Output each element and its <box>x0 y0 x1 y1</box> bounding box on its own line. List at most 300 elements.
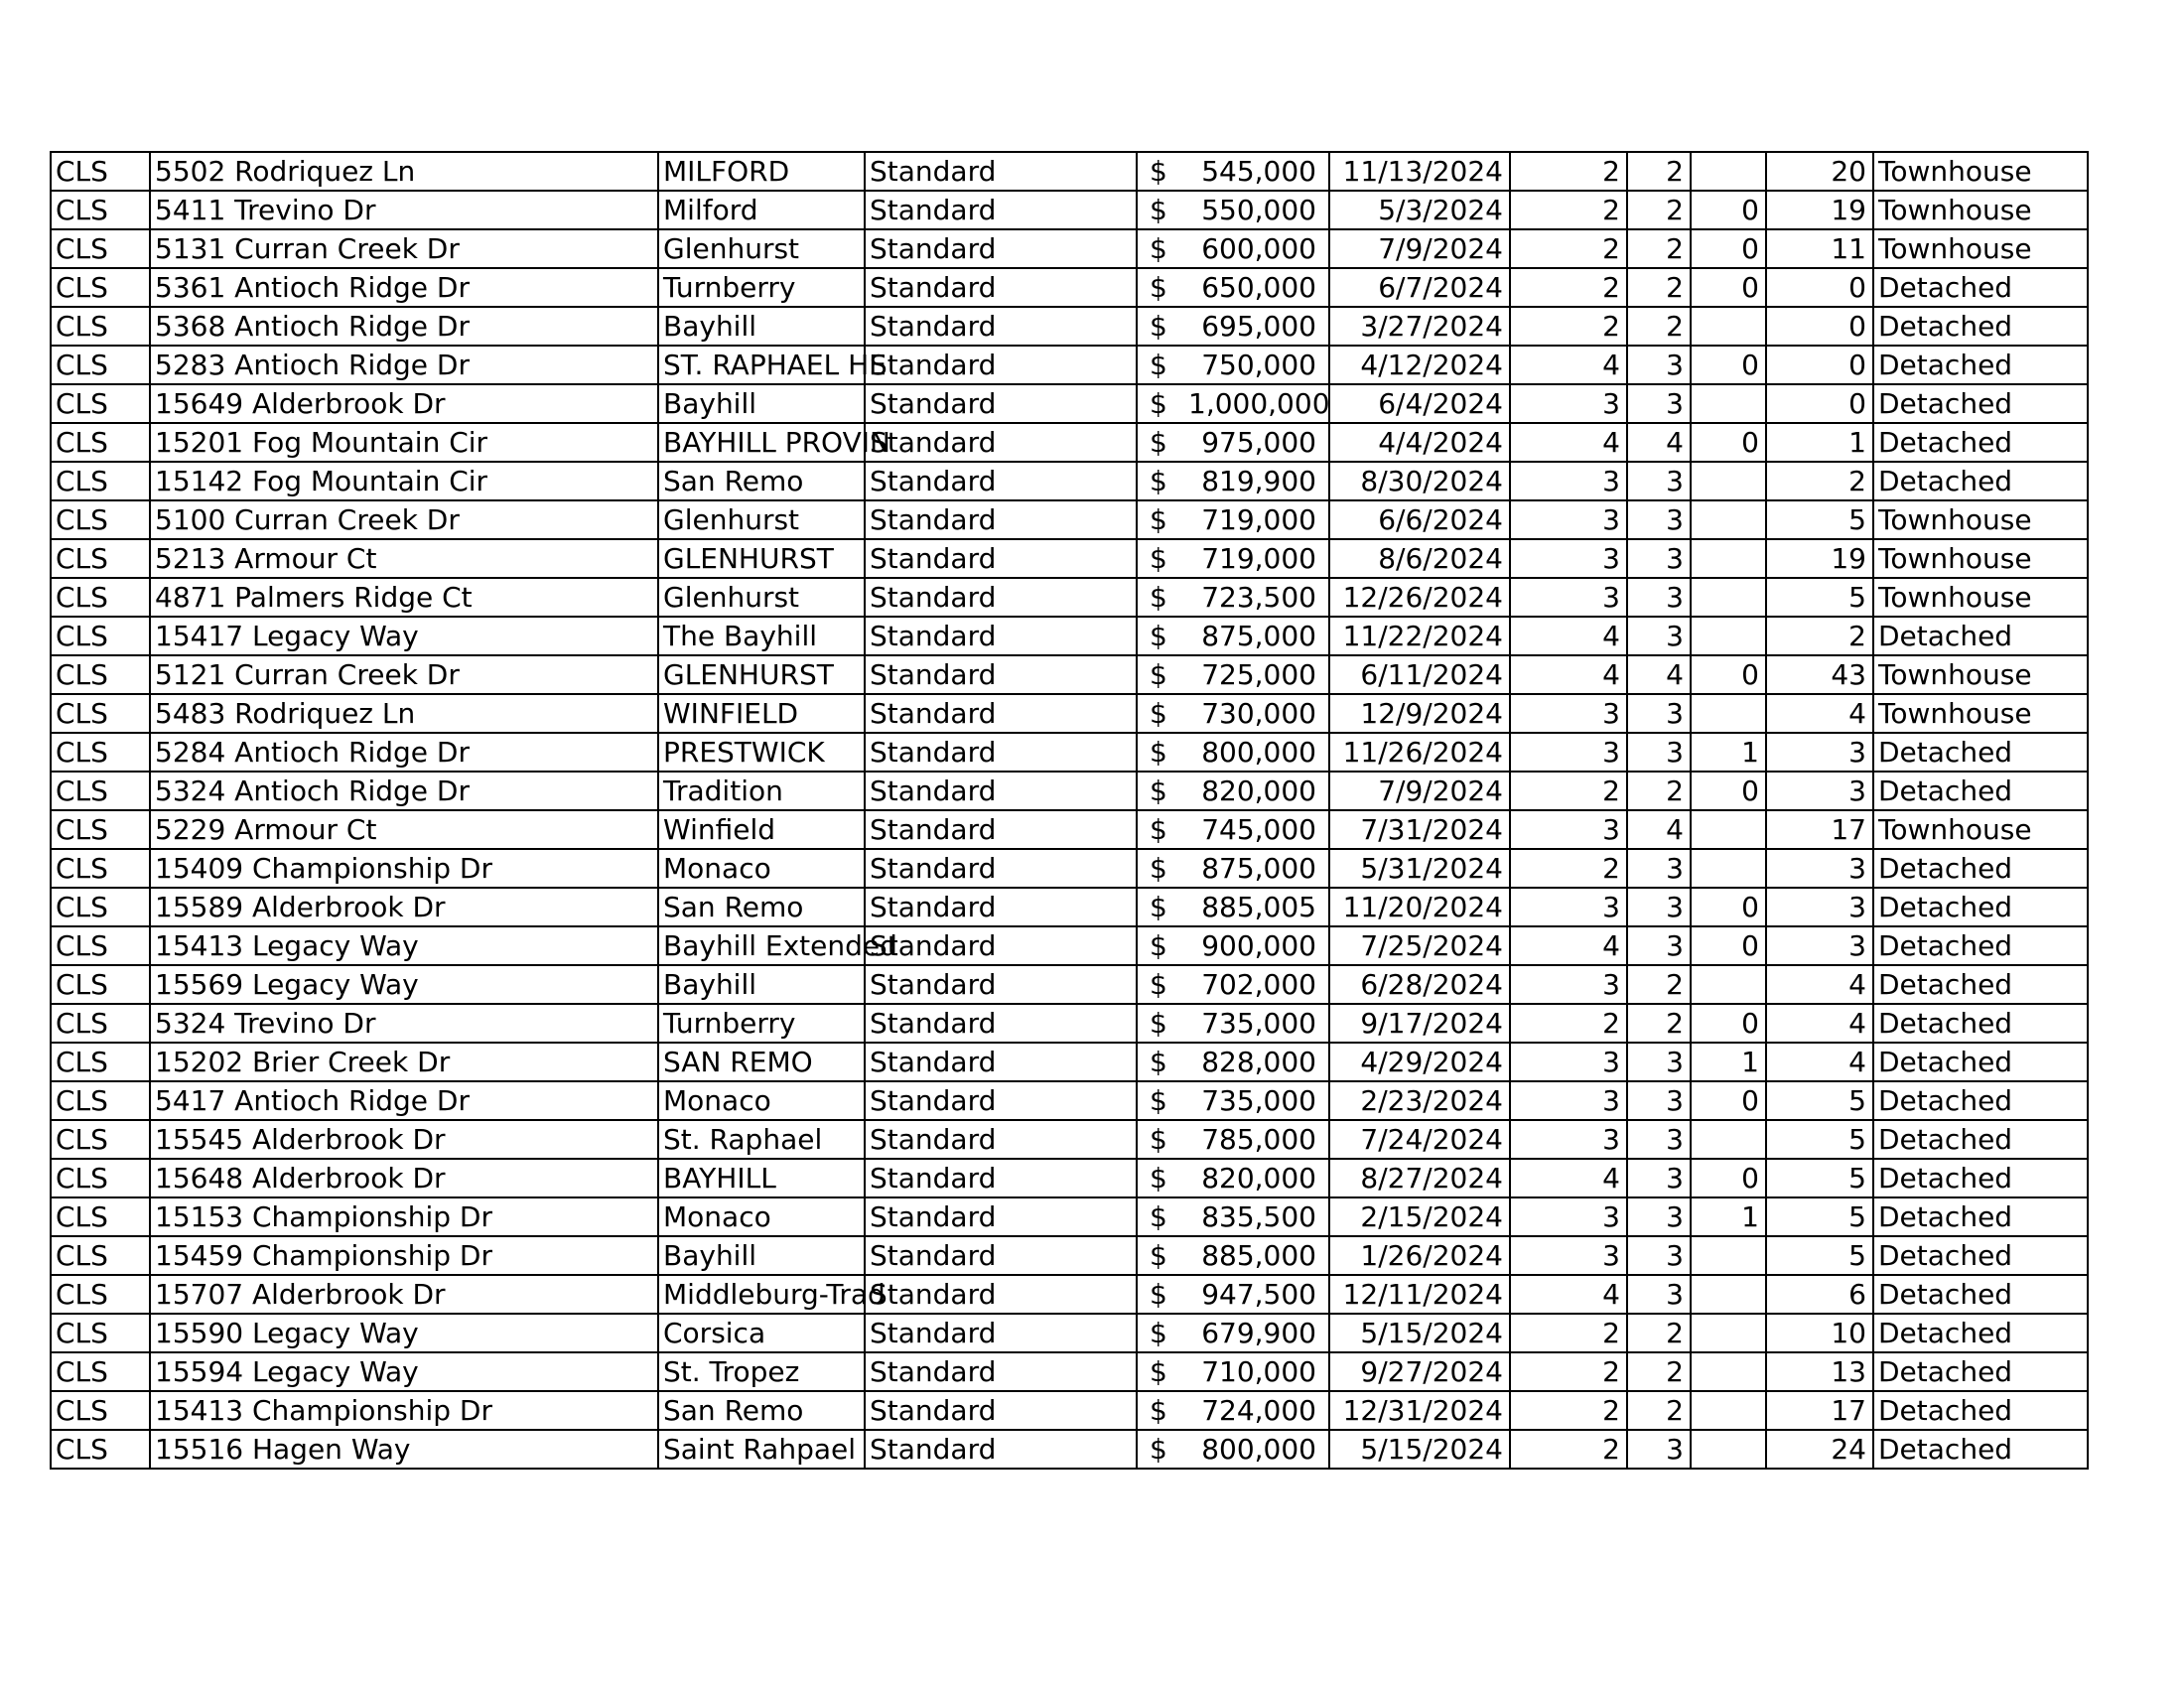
property-type-cell: Detached <box>1873 1314 2088 1352</box>
currency-symbol-cell: $ <box>1137 1004 1184 1043</box>
days-on-market-cell: 3 <box>1766 733 1873 772</box>
close-date-cell: 8/6/2024 <box>1329 539 1510 578</box>
price-cell: 725,000 <box>1184 655 1329 694</box>
half-baths-cell: 0 <box>1691 191 1766 229</box>
model-cell: Tradition <box>658 772 865 810</box>
table-row <box>51 1081 2088 1120</box>
table-row <box>51 1314 2088 1352</box>
address-cell: 5324 Trevino Dr <box>150 1004 658 1043</box>
half-baths-cell: 0 <box>1691 772 1766 810</box>
bedrooms-cell: 3 <box>1510 694 1627 733</box>
property-type-cell: Townhouse <box>1873 229 2088 268</box>
status-cell: CLS <box>51 926 150 965</box>
half-baths-cell <box>1691 539 1766 578</box>
bedrooms-cell: 3 <box>1510 462 1627 500</box>
days-on-market-cell: 20 <box>1766 152 1873 191</box>
address-cell: 15202 Brier Creek Dr <box>150 1043 658 1081</box>
model-cell: ST. RAPHAEL HE <box>658 346 865 384</box>
table-row <box>51 307 2088 346</box>
property-type-cell: Townhouse <box>1873 539 2088 578</box>
sale-type-cell: Standard <box>865 1197 1137 1236</box>
close-date-cell: 6/4/2024 <box>1329 384 1510 423</box>
table-row <box>51 152 2088 191</box>
currency-symbol-cell: $ <box>1137 926 1184 965</box>
half-baths-cell <box>1691 1236 1766 1275</box>
half-baths-cell: 0 <box>1691 655 1766 694</box>
half-baths-cell: 0 <box>1691 888 1766 926</box>
sale-type-cell: Standard <box>865 268 1137 307</box>
price-cell: 710,000 <box>1184 1352 1329 1391</box>
listings-table <box>50 151 2089 1470</box>
close-date-cell: 11/13/2024 <box>1329 152 1510 191</box>
close-date-cell: 9/27/2024 <box>1329 1352 1510 1391</box>
model-cell: GLENHURST <box>658 539 865 578</box>
days-on-market-cell: 6 <box>1766 1275 1873 1314</box>
property-type-cell: Detached <box>1873 617 2088 655</box>
address-cell: 5100 Curran Creek Dr <box>150 500 658 539</box>
half-baths-cell: 1 <box>1691 733 1766 772</box>
address-cell: 15594 Legacy Way <box>150 1352 658 1391</box>
bedrooms-cell: 2 <box>1510 772 1627 810</box>
days-on-market-cell: 10 <box>1766 1314 1873 1352</box>
half-baths-cell: 1 <box>1691 1043 1766 1081</box>
full-baths-cell: 3 <box>1627 1275 1691 1314</box>
full-baths-cell: 3 <box>1627 578 1691 617</box>
property-type-cell: Townhouse <box>1873 191 2088 229</box>
model-cell: Monaco <box>658 1081 865 1120</box>
half-baths-cell <box>1691 965 1766 1004</box>
property-type-cell: Detached <box>1873 423 2088 462</box>
property-type-cell: Detached <box>1873 733 2088 772</box>
model-cell: Turnberry <box>658 268 865 307</box>
days-on-market-cell: 43 <box>1766 655 1873 694</box>
status-cell: CLS <box>51 423 150 462</box>
model-cell: Winfield <box>658 810 865 849</box>
currency-symbol-cell: $ <box>1137 539 1184 578</box>
bedrooms-cell: 3 <box>1510 384 1627 423</box>
days-on-market-cell: 4 <box>1766 1043 1873 1081</box>
property-type-cell: Detached <box>1873 1120 2088 1159</box>
table-row <box>51 1120 2088 1159</box>
bedrooms-cell: 3 <box>1510 965 1627 1004</box>
currency-symbol-cell: $ <box>1137 1081 1184 1120</box>
full-baths-cell: 4 <box>1627 655 1691 694</box>
status-cell: CLS <box>51 346 150 384</box>
table-row <box>51 191 2088 229</box>
currency-symbol-cell: $ <box>1137 1352 1184 1391</box>
model-cell: San Remo <box>658 462 865 500</box>
table-row <box>51 617 2088 655</box>
full-baths-cell: 3 <box>1627 1043 1691 1081</box>
half-baths-cell: 0 <box>1691 229 1766 268</box>
close-date-cell: 6/28/2024 <box>1329 965 1510 1004</box>
full-baths-cell: 3 <box>1627 926 1691 965</box>
sale-type-cell: Standard <box>865 1081 1137 1120</box>
half-baths-cell <box>1691 694 1766 733</box>
property-type-cell: Townhouse <box>1873 810 2088 849</box>
address-cell: 15649 Alderbrook Dr <box>150 384 658 423</box>
currency-symbol-cell: $ <box>1137 1043 1184 1081</box>
model-cell: St. Raphael <box>658 1120 865 1159</box>
sale-type-cell: Standard <box>865 655 1137 694</box>
model-cell: San Remo <box>658 1391 865 1430</box>
table-row <box>51 1043 2088 1081</box>
sale-type-cell: Standard <box>865 229 1137 268</box>
table-row <box>51 462 2088 500</box>
close-date-cell: 9/17/2024 <box>1329 1004 1510 1043</box>
status-cell: CLS <box>51 965 150 1004</box>
full-baths-cell: 3 <box>1627 384 1691 423</box>
table-row <box>51 578 2088 617</box>
price-cell: 828,000 <box>1184 1043 1329 1081</box>
full-baths-cell: 2 <box>1627 152 1691 191</box>
bedrooms-cell: 3 <box>1510 1197 1627 1236</box>
price-cell: 800,000 <box>1184 1430 1329 1469</box>
table-row <box>51 1004 2088 1043</box>
price-cell: 835,500 <box>1184 1197 1329 1236</box>
close-date-cell: 5/3/2024 <box>1329 191 1510 229</box>
currency-symbol-cell: $ <box>1137 965 1184 1004</box>
model-cell: SAN REMO <box>658 1043 865 1081</box>
full-baths-cell: 2 <box>1627 307 1691 346</box>
bedrooms-cell: 4 <box>1510 617 1627 655</box>
half-baths-cell <box>1691 1352 1766 1391</box>
days-on-market-cell: 11 <box>1766 229 1873 268</box>
sale-type-cell: Standard <box>865 888 1137 926</box>
sale-type-cell: Standard <box>865 346 1137 384</box>
currency-symbol-cell: $ <box>1137 810 1184 849</box>
half-baths-cell <box>1691 1314 1766 1352</box>
sale-type-cell: Standard <box>865 617 1137 655</box>
days-on-market-cell: 4 <box>1766 1004 1873 1043</box>
full-baths-cell: 2 <box>1627 1314 1691 1352</box>
address-cell: 5229 Armour Ct <box>150 810 658 849</box>
half-baths-cell <box>1691 578 1766 617</box>
close-date-cell: 4/29/2024 <box>1329 1043 1510 1081</box>
bedrooms-cell: 2 <box>1510 152 1627 191</box>
half-baths-cell <box>1691 1275 1766 1314</box>
currency-symbol-cell: $ <box>1137 1236 1184 1275</box>
days-on-market-cell: 17 <box>1766 1391 1873 1430</box>
address-cell: 5502 Rodriquez Ln <box>150 152 658 191</box>
sale-type-cell: Standard <box>865 539 1137 578</box>
sale-type-cell: Standard <box>865 191 1137 229</box>
days-on-market-cell: 5 <box>1766 500 1873 539</box>
status-cell: CLS <box>51 1004 150 1043</box>
sale-type-cell: Standard <box>865 384 1137 423</box>
price-cell: 885,000 <box>1184 1236 1329 1275</box>
model-cell: Glenhurst <box>658 229 865 268</box>
close-date-cell: 12/11/2024 <box>1329 1275 1510 1314</box>
close-date-cell: 5/15/2024 <box>1329 1314 1510 1352</box>
days-on-market-cell: 0 <box>1766 307 1873 346</box>
full-baths-cell: 3 <box>1627 733 1691 772</box>
currency-symbol-cell: $ <box>1137 500 1184 539</box>
full-baths-cell: 3 <box>1627 694 1691 733</box>
days-on-market-cell: 2 <box>1766 462 1873 500</box>
address-cell: 15201 Fog Mountain Cir <box>150 423 658 462</box>
half-baths-cell: 0 <box>1691 1004 1766 1043</box>
full-baths-cell: 2 <box>1627 1391 1691 1430</box>
bedrooms-cell: 3 <box>1510 578 1627 617</box>
days-on-market-cell: 3 <box>1766 926 1873 965</box>
address-cell: 15417 Legacy Way <box>150 617 658 655</box>
property-type-cell: Detached <box>1873 888 2088 926</box>
sale-type-cell: Standard <box>865 1236 1137 1275</box>
model-cell: BAYHILL <box>658 1159 865 1197</box>
price-cell: 724,000 <box>1184 1391 1329 1430</box>
address-cell: 5283 Antioch Ridge Dr <box>150 346 658 384</box>
address-cell: 4871 Palmers Ridge Ct <box>150 578 658 617</box>
days-on-market-cell: 5 <box>1766 1159 1873 1197</box>
bedrooms-cell: 3 <box>1510 1120 1627 1159</box>
model-cell: Turnberry <box>658 1004 865 1043</box>
half-baths-cell <box>1691 1391 1766 1430</box>
bedrooms-cell: 2 <box>1510 307 1627 346</box>
full-baths-cell: 3 <box>1627 1197 1691 1236</box>
property-type-cell: Detached <box>1873 268 2088 307</box>
status-cell: CLS <box>51 268 150 307</box>
address-cell: 5324 Antioch Ridge Dr <box>150 772 658 810</box>
table-row <box>51 229 2088 268</box>
address-cell: 15142 Fog Mountain Cir <box>150 462 658 500</box>
status-cell: CLS <box>51 1043 150 1081</box>
address-cell: 5213 Armour Ct <box>150 539 658 578</box>
bedrooms-cell: 3 <box>1510 500 1627 539</box>
full-baths-cell: 4 <box>1627 810 1691 849</box>
half-baths-cell: 0 <box>1691 423 1766 462</box>
price-cell: 900,000 <box>1184 926 1329 965</box>
bedrooms-cell: 2 <box>1510 849 1627 888</box>
close-date-cell: 12/31/2024 <box>1329 1391 1510 1430</box>
status-cell: CLS <box>51 1081 150 1120</box>
address-cell: 5368 Antioch Ridge Dr <box>150 307 658 346</box>
sale-type-cell: Standard <box>865 772 1137 810</box>
status-cell: CLS <box>51 772 150 810</box>
price-cell: 875,000 <box>1184 849 1329 888</box>
half-baths-cell <box>1691 849 1766 888</box>
half-baths-cell <box>1691 617 1766 655</box>
status-cell: CLS <box>51 384 150 423</box>
property-type-cell: Detached <box>1873 1236 2088 1275</box>
currency-symbol-cell: $ <box>1137 655 1184 694</box>
address-cell: 15459 Championship Dr <box>150 1236 658 1275</box>
table-row <box>51 772 2088 810</box>
table-row <box>51 1430 2088 1469</box>
status-cell: CLS <box>51 462 150 500</box>
property-type-cell: Detached <box>1873 965 2088 1004</box>
price-cell: 723,500 <box>1184 578 1329 617</box>
half-baths-cell <box>1691 384 1766 423</box>
price-cell: 800,000 <box>1184 733 1329 772</box>
address-cell: 15409 Championship Dr <box>150 849 658 888</box>
bedrooms-cell: 4 <box>1510 346 1627 384</box>
status-cell: CLS <box>51 1197 150 1236</box>
price-cell: 819,900 <box>1184 462 1329 500</box>
half-baths-cell: 0 <box>1691 1159 1766 1197</box>
table-row <box>51 888 2088 926</box>
days-on-market-cell: 17 <box>1766 810 1873 849</box>
table-row <box>51 965 2088 1004</box>
table-row <box>51 1275 2088 1314</box>
currency-symbol-cell: $ <box>1137 229 1184 268</box>
bedrooms-cell: 2 <box>1510 1430 1627 1469</box>
status-cell: CLS <box>51 152 150 191</box>
price-cell: 885,005 <box>1184 888 1329 926</box>
bedrooms-cell: 3 <box>1510 810 1627 849</box>
price-cell: 875,000 <box>1184 617 1329 655</box>
model-cell: WINFIELD <box>658 694 865 733</box>
sale-type-cell: Standard <box>865 1430 1137 1469</box>
table-row <box>51 500 2088 539</box>
table-row <box>51 1159 2088 1197</box>
bedrooms-cell: 2 <box>1510 191 1627 229</box>
full-baths-cell: 2 <box>1627 772 1691 810</box>
address-cell: 5121 Curran Creek Dr <box>150 655 658 694</box>
price-cell: 735,000 <box>1184 1004 1329 1043</box>
property-type-cell: Detached <box>1873 1391 2088 1430</box>
property-type-cell: Detached <box>1873 346 2088 384</box>
full-baths-cell: 3 <box>1627 1120 1691 1159</box>
price-cell: 785,000 <box>1184 1120 1329 1159</box>
property-type-cell: Detached <box>1873 1004 2088 1043</box>
table-row <box>51 1391 2088 1430</box>
currency-symbol-cell: $ <box>1137 307 1184 346</box>
days-on-market-cell: 5 <box>1766 1120 1873 1159</box>
address-cell: 5417 Antioch Ridge Dr <box>150 1081 658 1120</box>
table-row <box>51 733 2088 772</box>
currency-symbol-cell: $ <box>1137 849 1184 888</box>
property-type-cell: Townhouse <box>1873 655 2088 694</box>
price-cell: 750,000 <box>1184 346 1329 384</box>
property-type-cell: Detached <box>1873 1043 2088 1081</box>
currency-symbol-cell: $ <box>1137 1120 1184 1159</box>
half-baths-cell <box>1691 1430 1766 1469</box>
sale-type-cell: Standard <box>865 1275 1137 1314</box>
status-cell: CLS <box>51 539 150 578</box>
currency-symbol-cell: $ <box>1137 1314 1184 1352</box>
close-date-cell: 7/31/2024 <box>1329 810 1510 849</box>
days-on-market-cell: 3 <box>1766 888 1873 926</box>
close-date-cell: 5/15/2024 <box>1329 1430 1510 1469</box>
model-cell: Bayhill <box>658 965 865 1004</box>
currency-symbol-cell: $ <box>1137 384 1184 423</box>
currency-symbol-cell: $ <box>1137 694 1184 733</box>
status-cell: CLS <box>51 1159 150 1197</box>
table-row <box>51 655 2088 694</box>
full-baths-cell: 3 <box>1627 1430 1691 1469</box>
status-cell: CLS <box>51 1120 150 1159</box>
model-cell: Corsica <box>658 1314 865 1352</box>
half-baths-cell <box>1691 462 1766 500</box>
half-baths-cell: 0 <box>1691 926 1766 965</box>
days-on-market-cell: 5 <box>1766 1197 1873 1236</box>
sale-type-cell: Standard <box>865 1352 1137 1391</box>
half-baths-cell <box>1691 152 1766 191</box>
status-cell: CLS <box>51 1391 150 1430</box>
currency-symbol-cell: $ <box>1137 888 1184 926</box>
status-cell: CLS <box>51 888 150 926</box>
address-cell: 15648 Alderbrook Dr <box>150 1159 658 1197</box>
table-row <box>51 1352 2088 1391</box>
days-on-market-cell: 5 <box>1766 578 1873 617</box>
address-cell: 5284 Antioch Ridge Dr <box>150 733 658 772</box>
days-on-market-cell: 4 <box>1766 965 1873 1004</box>
sale-type-cell: Standard <box>865 926 1137 965</box>
close-date-cell: 7/24/2024 <box>1329 1120 1510 1159</box>
property-type-cell: Townhouse <box>1873 152 2088 191</box>
half-baths-cell <box>1691 810 1766 849</box>
bedrooms-cell: 2 <box>1510 268 1627 307</box>
days-on-market-cell: 0 <box>1766 346 1873 384</box>
currency-symbol-cell: $ <box>1137 578 1184 617</box>
price-cell: 600,000 <box>1184 229 1329 268</box>
bedrooms-cell: 4 <box>1510 926 1627 965</box>
address-cell: 15590 Legacy Way <box>150 1314 658 1352</box>
status-cell: CLS <box>51 1236 150 1275</box>
status-cell: CLS <box>51 578 150 617</box>
status-cell: CLS <box>51 1275 150 1314</box>
close-date-cell: 5/31/2024 <box>1329 849 1510 888</box>
days-on-market-cell: 3 <box>1766 849 1873 888</box>
bedrooms-cell: 2 <box>1510 1314 1627 1352</box>
full-baths-cell: 2 <box>1627 191 1691 229</box>
days-on-market-cell: 2 <box>1766 617 1873 655</box>
status-cell: CLS <box>51 733 150 772</box>
currency-symbol-cell: $ <box>1137 1275 1184 1314</box>
address-cell: 5411 Trevino Dr <box>150 191 658 229</box>
model-cell: Monaco <box>658 1197 865 1236</box>
currency-symbol-cell: $ <box>1137 733 1184 772</box>
address-cell: 5483 Rodriquez Ln <box>150 694 658 733</box>
sale-type-cell: Standard <box>865 1391 1137 1430</box>
property-type-cell: Detached <box>1873 307 2088 346</box>
half-baths-cell: 0 <box>1691 1081 1766 1120</box>
table-row <box>51 694 2088 733</box>
price-cell: 745,000 <box>1184 810 1329 849</box>
currency-symbol-cell: $ <box>1137 1430 1184 1469</box>
price-cell: 820,000 <box>1184 772 1329 810</box>
bedrooms-cell: 4 <box>1510 655 1627 694</box>
status-cell: CLS <box>51 191 150 229</box>
price-cell: 975,000 <box>1184 423 1329 462</box>
sale-type-cell: Standard <box>865 500 1137 539</box>
full-baths-cell: 2 <box>1627 229 1691 268</box>
property-type-cell: Detached <box>1873 772 2088 810</box>
sale-type-cell: Standard <box>865 1004 1137 1043</box>
sale-type-cell: Standard <box>865 733 1137 772</box>
bedrooms-cell: 3 <box>1510 539 1627 578</box>
sale-type-cell: Standard <box>865 694 1137 733</box>
days-on-market-cell: 0 <box>1766 268 1873 307</box>
close-date-cell: 6/7/2024 <box>1329 268 1510 307</box>
price-cell: 695,000 <box>1184 307 1329 346</box>
close-date-cell: 11/26/2024 <box>1329 733 1510 772</box>
close-date-cell: 2/15/2024 <box>1329 1197 1510 1236</box>
property-type-cell: Detached <box>1873 384 2088 423</box>
days-on-market-cell: 19 <box>1766 539 1873 578</box>
days-on-market-cell: 13 <box>1766 1352 1873 1391</box>
half-baths-cell: 1 <box>1691 1197 1766 1236</box>
currency-symbol-cell: $ <box>1137 462 1184 500</box>
status-cell: CLS <box>51 1352 150 1391</box>
days-on-market-cell: 3 <box>1766 772 1873 810</box>
address-cell: 15569 Legacy Way <box>150 965 658 1004</box>
address-cell: 15153 Championship Dr <box>150 1197 658 1236</box>
price-cell: 545,000 <box>1184 152 1329 191</box>
currency-symbol-cell: $ <box>1137 346 1184 384</box>
half-baths-cell: 0 <box>1691 268 1766 307</box>
